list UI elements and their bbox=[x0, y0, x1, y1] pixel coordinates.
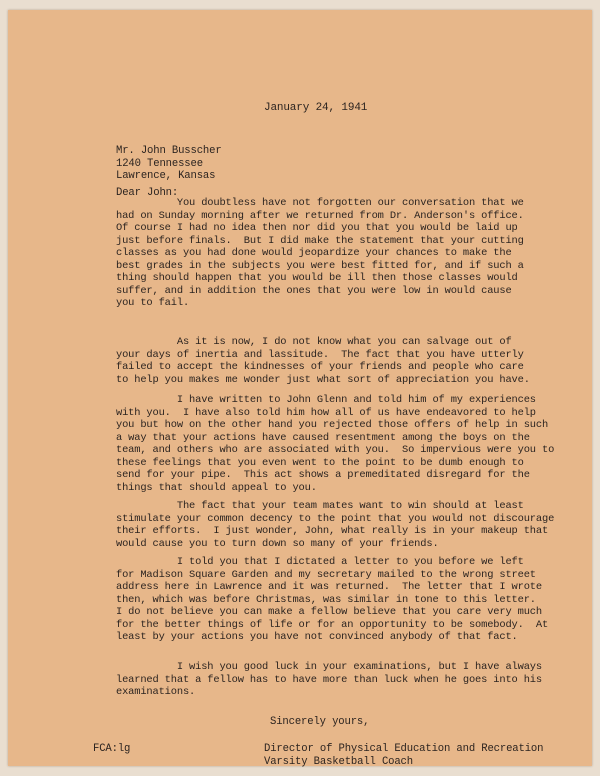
paragraph-2: As it is now, I do not know what you can salvage out of your days of inertia and lassitude. The fact that you have utterly failed to accept the kindnesses of your friends and people who care to help you makes me wonder just what sort of appreciation you have. bbox=[116, 336, 530, 386]
signature-title: Director of Physical Education and Recreation Varsity Basketball Coach bbox=[264, 743, 544, 768]
recipient-address: Mr. John Busscher 1240 Tennessee Lawrence, Kansas bbox=[116, 145, 222, 183]
paragraph-1: You doubtless have not forgotten our conversation that we had on Sunday morning after we returned from Dr. Anderson's office. Of course I had no idea then nor did you that you would be laid up just before finals. But I did make the statement that your cutting classes as you had done would jeopardize your chances to make the best grades in the subjects you were best fitted for, and if such a thing should happen that you would be ill then those classes would suffer, and in addition the ones that you were low in would cause you to fail. bbox=[116, 197, 524, 309]
salutation: Dear John: bbox=[116, 187, 179, 199]
paragraph-6: I wish you good luck in your examinations, but I have always learned that a fellow has to have more than luck when he goes into his examinations. bbox=[116, 661, 542, 698]
paragraph-5: I told you that I dictated a letter to you before we left for Madison Square Garden and my secretary mailed to the wrong street address here in Lawrence and it was returned. The letter that I wrote then, which was before Christmas, was similar in tone to this letter. I do not believe you can make a fellow believe that you care very much for the better things of life or for an opportunity to be somebody. At least by your actions you have not convinced anybody of that fact. bbox=[116, 556, 549, 643]
letter-page bbox=[8, 10, 592, 766]
paragraph-3: I have written to John Glenn and told him of my experiences with you. I have also told him how all of us have endeavored to help you but how on the other hand you rejected those offers of help in such a way that your actions have caused resentment among the boys on the team, and others who are associated with you. So impervious were you to these feelings that you even went to the point to be dumb enough to send for your pipe. This act shows a premeditated disregard for the things that should appeal to you. bbox=[116, 394, 555, 494]
closing: Sincerely yours, bbox=[270, 716, 370, 728]
letter-date: January 24, 1941 bbox=[264, 102, 368, 114]
paragraph-4: The fact that your team mates want to win should at least stimulate your common decency to the point that you would not discourage their efforts. I just wonder, John, what really is in your makeup that would cause you to turn down so many of your friends. bbox=[116, 500, 555, 550]
typist-initials: FCA:lg bbox=[93, 743, 131, 755]
